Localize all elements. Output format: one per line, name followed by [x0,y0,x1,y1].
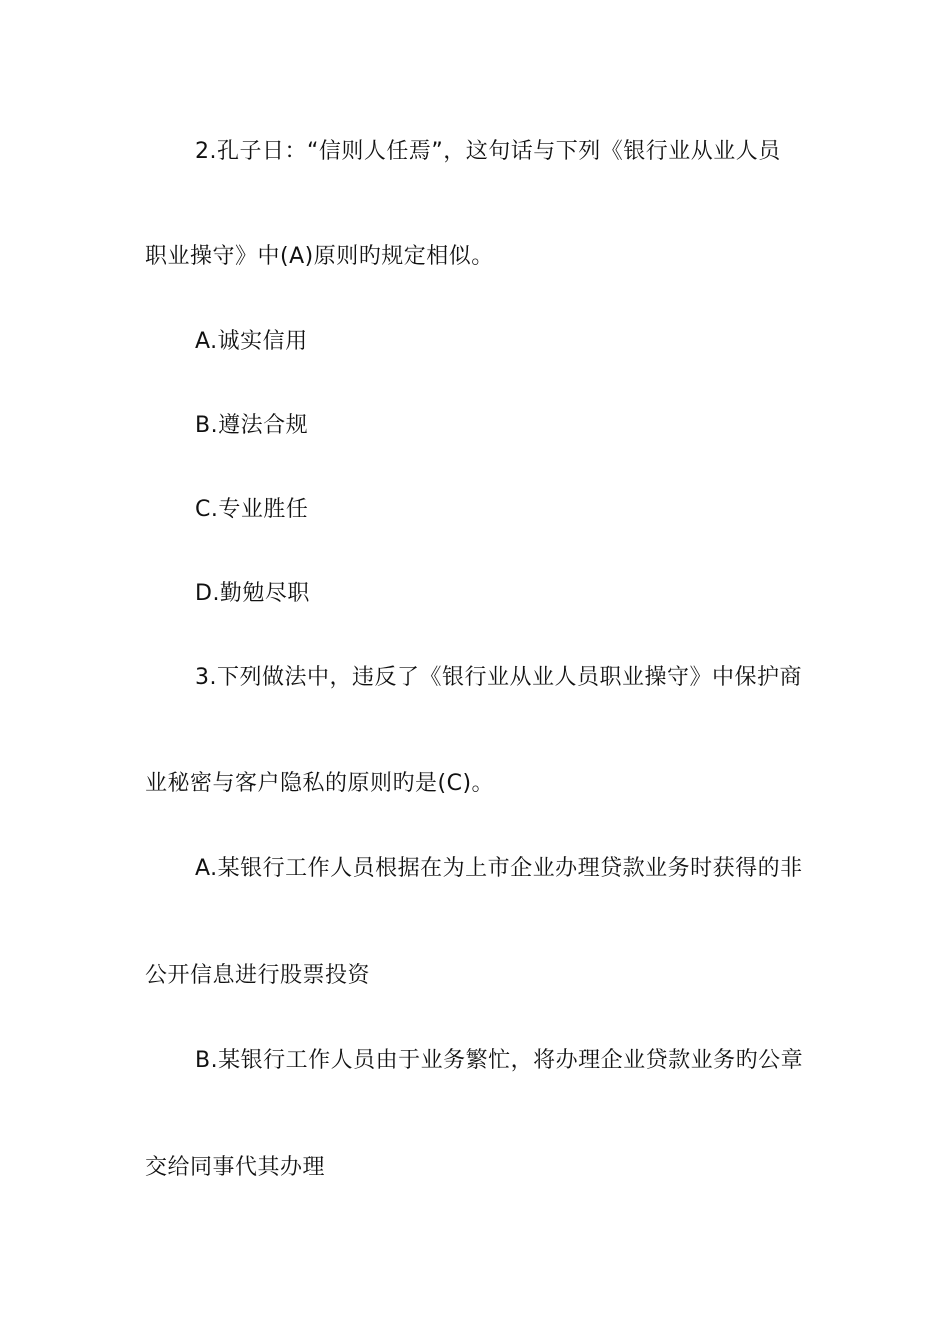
question-2-stem-line-2: 职业操守》中(A)原则旳规定相似。 [145,244,494,269]
question-3-stem-line-1: 3.下列做法中，违反了《银行业从业人员职业操守》中保护商 [195,665,802,690]
question-3-option-a-line-1: A.某银行工作人员根据在为上市企业办理贷款业务时获得的非 [195,856,803,881]
question-2-option-a: A.诚实信用 [195,329,308,354]
question-2-option-d: D.勤勉尽职 [195,581,310,606]
question-2-option-c: C.专业胜任 [195,497,309,522]
question-3-option-b-line-2: 交给同事代其办理 [145,1155,326,1180]
question-2-stem-line-1: 2.孔子日：“信则人任焉”，这句话与下列《银行业从业人员 [195,139,781,164]
question-3-option-b-line-1: B.某银行工作人员由于业务繁忙，将办理企业贷款业务旳公章 [195,1048,804,1073]
question-2-option-b: B.遵法合规 [195,413,309,438]
question-3-option-a-line-2: 公开信息进行股票投资 [145,963,371,988]
question-3-stem-line-2: 业秘密与客户隐私的原则旳是(C)。 [145,771,495,796]
